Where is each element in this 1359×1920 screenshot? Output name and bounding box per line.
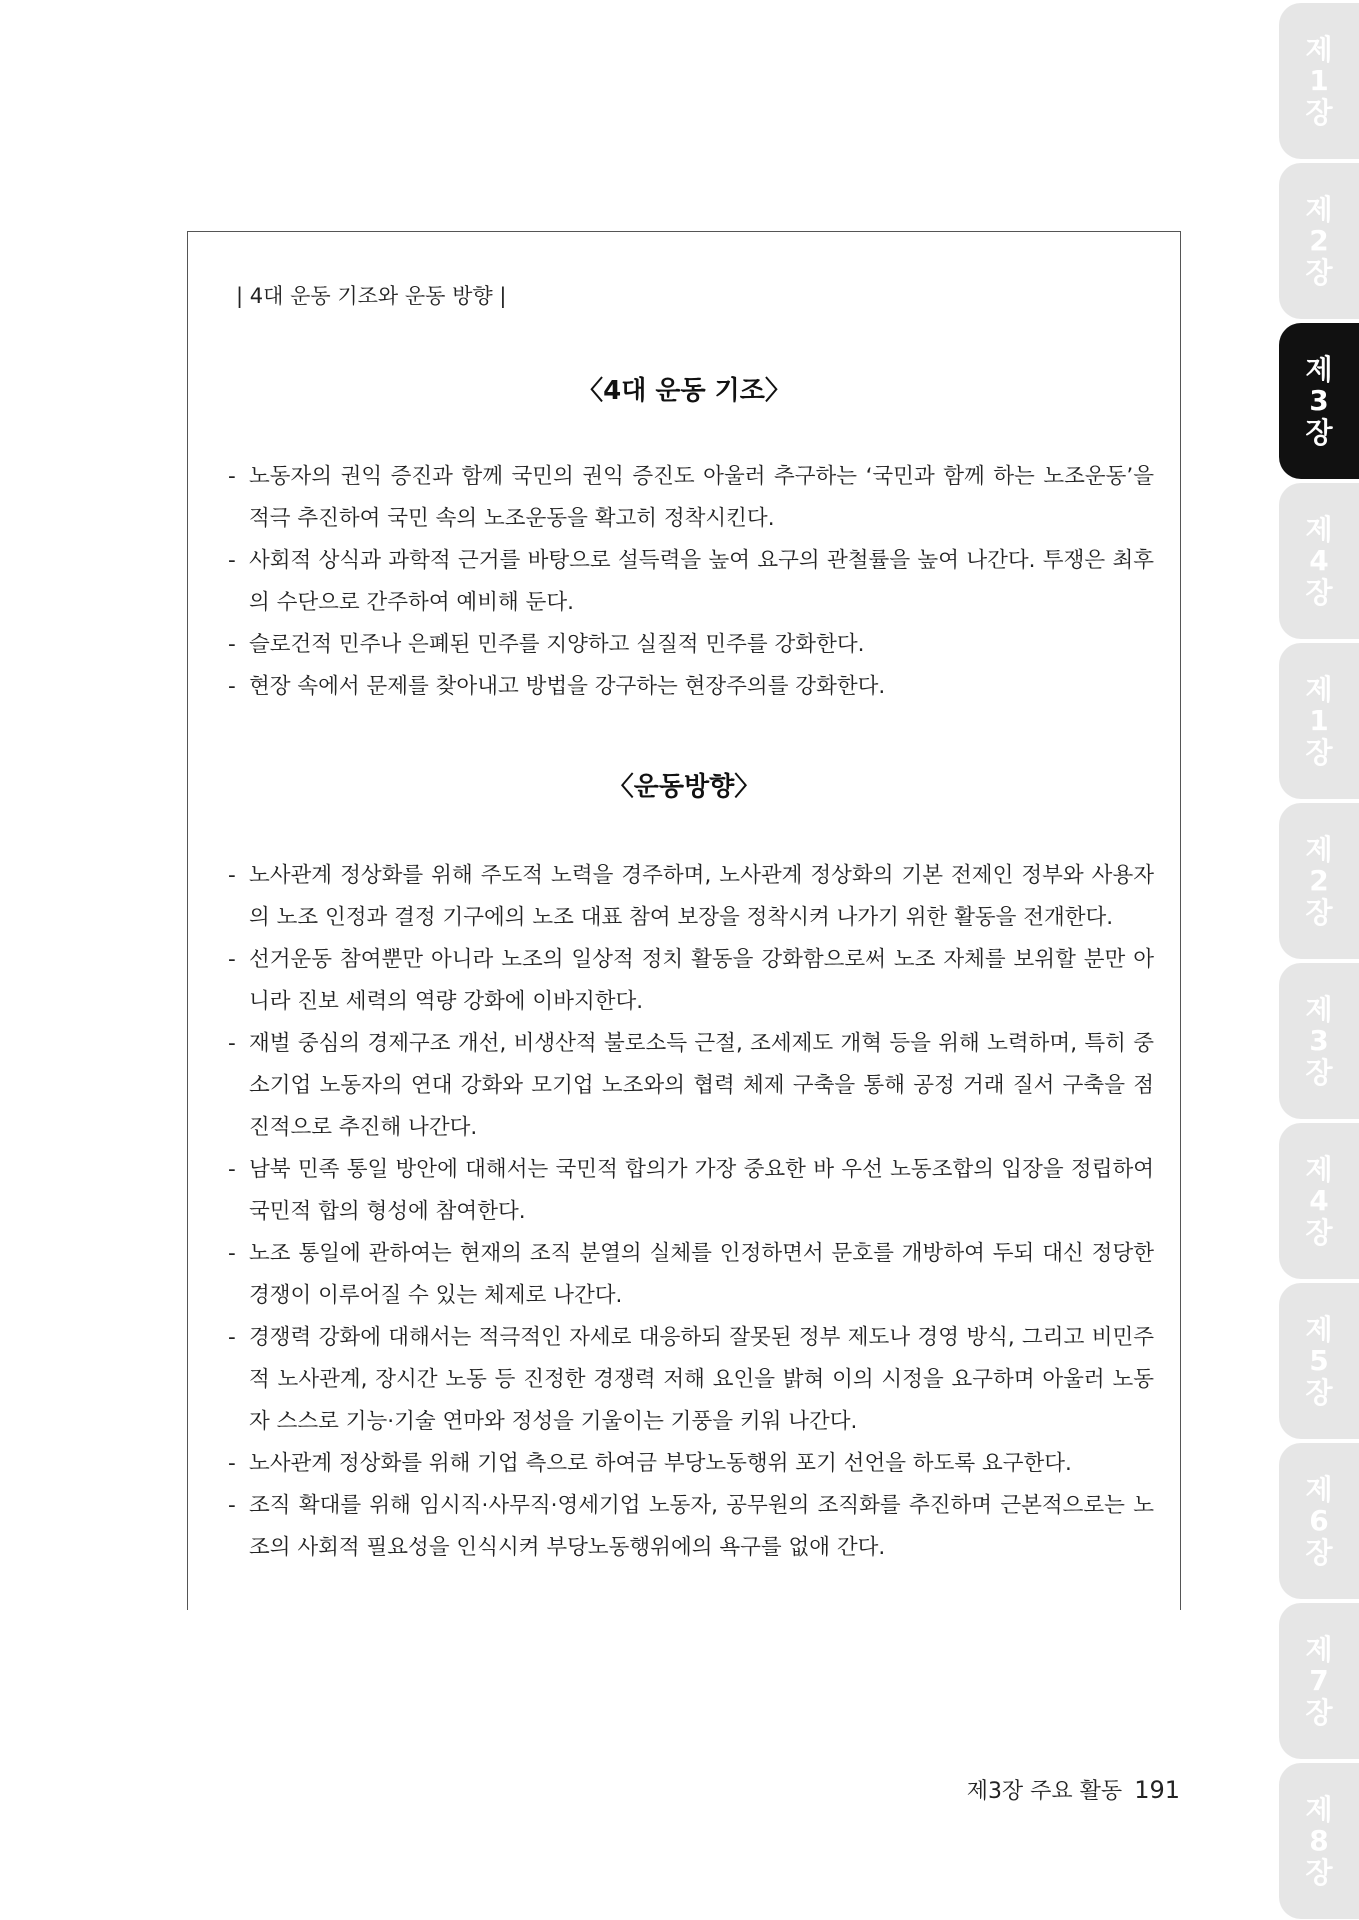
page-footer (960, 1774, 1180, 1805)
page-number: 191 (1134, 1776, 1180, 1804)
chapter-tab-number: 1 (1309, 64, 1329, 98)
basis-list (228, 456, 1154, 708)
list-dash: - (228, 1157, 236, 1182)
chapter-tab-char: 제 (1305, 352, 1333, 386)
chapter-tab[interactable] (1279, 1123, 1359, 1279)
list-item (228, 1485, 1154, 1569)
chapter-tab[interactable] (1279, 963, 1359, 1119)
chapter-tab[interactable] (1279, 1763, 1359, 1919)
footer-chapter-label: 제3장 주요 활동 (966, 1779, 1123, 1804)
chapter-tab-char: 장 (1305, 255, 1333, 289)
list-dash: - (228, 674, 236, 699)
list-item-text: 노동자의 권익 증진과 함께 국민의 권익 증진도 아울러 추구하는 ‘국민과 함께 하는 노조운동’을 적극 추진하여 국민 속의 노조운동을 확고히 정착시킨다. (249, 464, 1154, 531)
chapter-tab-number: 6 (1309, 1504, 1329, 1538)
list-item (228, 1023, 1154, 1149)
chapter-tab-number: 7 (1309, 1664, 1329, 1698)
list-dash: - (228, 1493, 236, 1518)
list-item (228, 1149, 1154, 1233)
list-dash: - (228, 1325, 236, 1350)
chapter-tab-char: 장 (1305, 1375, 1333, 1409)
list-dash: - (228, 632, 236, 657)
chapter-tab-char: 장 (1305, 575, 1333, 609)
list-item-text: 슬로건적 민주나 은폐된 민주를 지양하고 실질적 민주를 강화한다. (249, 632, 865, 657)
chapter-tab-char: 제 (1305, 1312, 1333, 1346)
chapter-tab-char: 장 (1305, 1055, 1333, 1089)
chapter-tab-number: 8 (1309, 1824, 1329, 1858)
section-title-basis: 〈4대 운동 기조〉 (577, 376, 791, 406)
list-dash: - (228, 1241, 236, 1266)
list-dash: - (228, 1451, 236, 1476)
list-item-text: 조직 확대를 위해 임시직·사무직·영세기업 노동자, 공무원의 조직화를 추진하며 근본적으로는 노조의 사회적 필요성을 인식시켜 부당노동행위에의 욕구를 없애 간다. (249, 1493, 1154, 1560)
list-item-text: 노조 통일에 관하여는 현재의 조직 분열의 실체를 인정하면서 문호를 개방하여 두되 대신 정당한 경쟁이 이루어질 수 있는 체제로 나간다. (249, 1241, 1154, 1308)
chapter-tab-char: 장 (1305, 1855, 1333, 1889)
list-item (228, 456, 1154, 540)
chapter-tab-number: 4 (1309, 1184, 1329, 1218)
list-item-text: 남북 민족 통일 방안에 대해서는 국민적 합의가 가장 중요한 바 우선 노동조합의 입장을 정립하여 국민적 합의 형성에 참여한다. (249, 1157, 1154, 1224)
section-title-direction: 〈운동방향〉 (607, 772, 761, 802)
chapter-tab[interactable] (1279, 643, 1359, 799)
chapter-tab-char: 장 (1305, 1695, 1333, 1729)
chapter-tab-char: 장 (1305, 95, 1333, 129)
direction-list (228, 855, 1154, 1569)
list-dash: - (228, 464, 236, 489)
list-item (228, 540, 1154, 624)
list-item (228, 1233, 1154, 1317)
chapter-tab[interactable] (1279, 3, 1359, 159)
list-item-text: 현장 속에서 문제를 찾아내고 방법을 강구하는 현장주의를 강화한다. (249, 674, 886, 699)
chapter-tab-char: 제 (1305, 832, 1333, 866)
chapter-tab-number: 3 (1309, 384, 1329, 418)
chapter-tabs (1279, 0, 1359, 1920)
list-item (228, 855, 1154, 939)
list-dash: - (228, 863, 236, 888)
list-item (228, 1317, 1154, 1443)
chapter-tab-number: 2 (1309, 864, 1329, 898)
list-item (228, 939, 1154, 1023)
chapter-tab-char: 장 (1305, 1535, 1333, 1569)
chapter-tab-char: 장 (1305, 415, 1333, 449)
chapter-tab[interactable] (1279, 1283, 1359, 1439)
chapter-tab[interactable] (1279, 1603, 1359, 1759)
chapter-tab-char: 제 (1305, 1632, 1333, 1666)
list-item-text: 재벌 중심의 경제구조 개선, 비생산적 불로소득 근절, 조세제도 개혁 등을 위해 노력하며, 특히 중소기업 노동자의 연대 강화와 모기업 노조와의 협력 체제 구축을 통해 공정 거래 질서 구축을 점진적으로 추진해 나간다. (249, 1031, 1154, 1140)
list-item-text: 사회적 상식과 과학적 근거를 바탕으로 설득력을 높여 요구의 관철률을 높여 나간다. 투쟁은 최후의 수단으로 간주하여 예비해 둔다. (249, 548, 1154, 615)
chapter-tab[interactable] (1279, 483, 1359, 639)
chapter-tab-char: 제 (1305, 32, 1333, 66)
list-item (228, 666, 1154, 708)
list-dash: - (228, 548, 236, 573)
list-item (228, 1443, 1154, 1485)
list-item-text: 노사관계 정상화를 위해 주도적 노력을 경주하며, 노사관계 정상화의 기본 전제인 정부와 사용자의 노조 인정과 결정 기구에의 노조 대표 참여 보장을 정착시켜 나가기 위한 활동을 전개한다. (249, 863, 1154, 930)
list-dash: - (228, 947, 236, 972)
chapter-tab-number: 3 (1309, 1024, 1329, 1058)
chapter-tab-char: 제 (1305, 1472, 1333, 1506)
chapter-tab[interactable] (1279, 803, 1359, 959)
chapter-tab-number: 5 (1309, 1344, 1329, 1378)
chapter-tab-char: 장 (1305, 1215, 1333, 1249)
list-item (228, 624, 1154, 666)
chapter-tab-char: 장 (1305, 735, 1333, 769)
list-item-text: 선거운동 참여뿐만 아니라 노조의 일상적 정치 활동을 강화함으로써 노조 자체를 보위할 분만 아니라 진보 세력의 역량 강화에 이바지한다. (249, 947, 1154, 1014)
chapter-tab-char: 제 (1305, 992, 1333, 1026)
box-label: | 4대 운동 기조와 운동 방향 | (236, 284, 507, 308)
chapter-tab-char: 장 (1305, 895, 1333, 929)
chapter-tab[interactable] (1279, 323, 1359, 479)
chapter-tab-char: 제 (1305, 672, 1333, 706)
list-item-text: 노사관계 정상화를 위해 기업 측으로 하여금 부당노동행위 포기 선언을 하도록 요구한다. (249, 1451, 1072, 1476)
list-item-text: 경쟁력 강화에 대해서는 적극적인 자세로 대응하되 잘못된 정부 제도나 경영 방식, 그리고 비민주적 노사관계, 장시간 노동 등 진정한 경쟁력 저해 요인을 밝혀 이의 시정을 요구하며 아울러 노동자 스스로 기능·기술 연마와 정성을 기울이는 기풍을 키워 나간다. (249, 1325, 1154, 1434)
chapter-tab[interactable] (1279, 1443, 1359, 1599)
chapter-tab-char: 제 (1305, 512, 1333, 546)
chapter-tab-char: 제 (1305, 1792, 1333, 1826)
chapter-tab-char: 제 (1305, 192, 1333, 226)
content-box (187, 231, 1181, 1610)
chapter-tab-number: 2 (1309, 224, 1329, 258)
chapter-tab-number: 1 (1309, 704, 1329, 738)
chapter-tab-number: 4 (1309, 544, 1329, 578)
chapter-tab[interactable] (1279, 163, 1359, 319)
chapter-tab-char: 제 (1305, 1152, 1333, 1186)
list-dash: - (228, 1031, 236, 1056)
